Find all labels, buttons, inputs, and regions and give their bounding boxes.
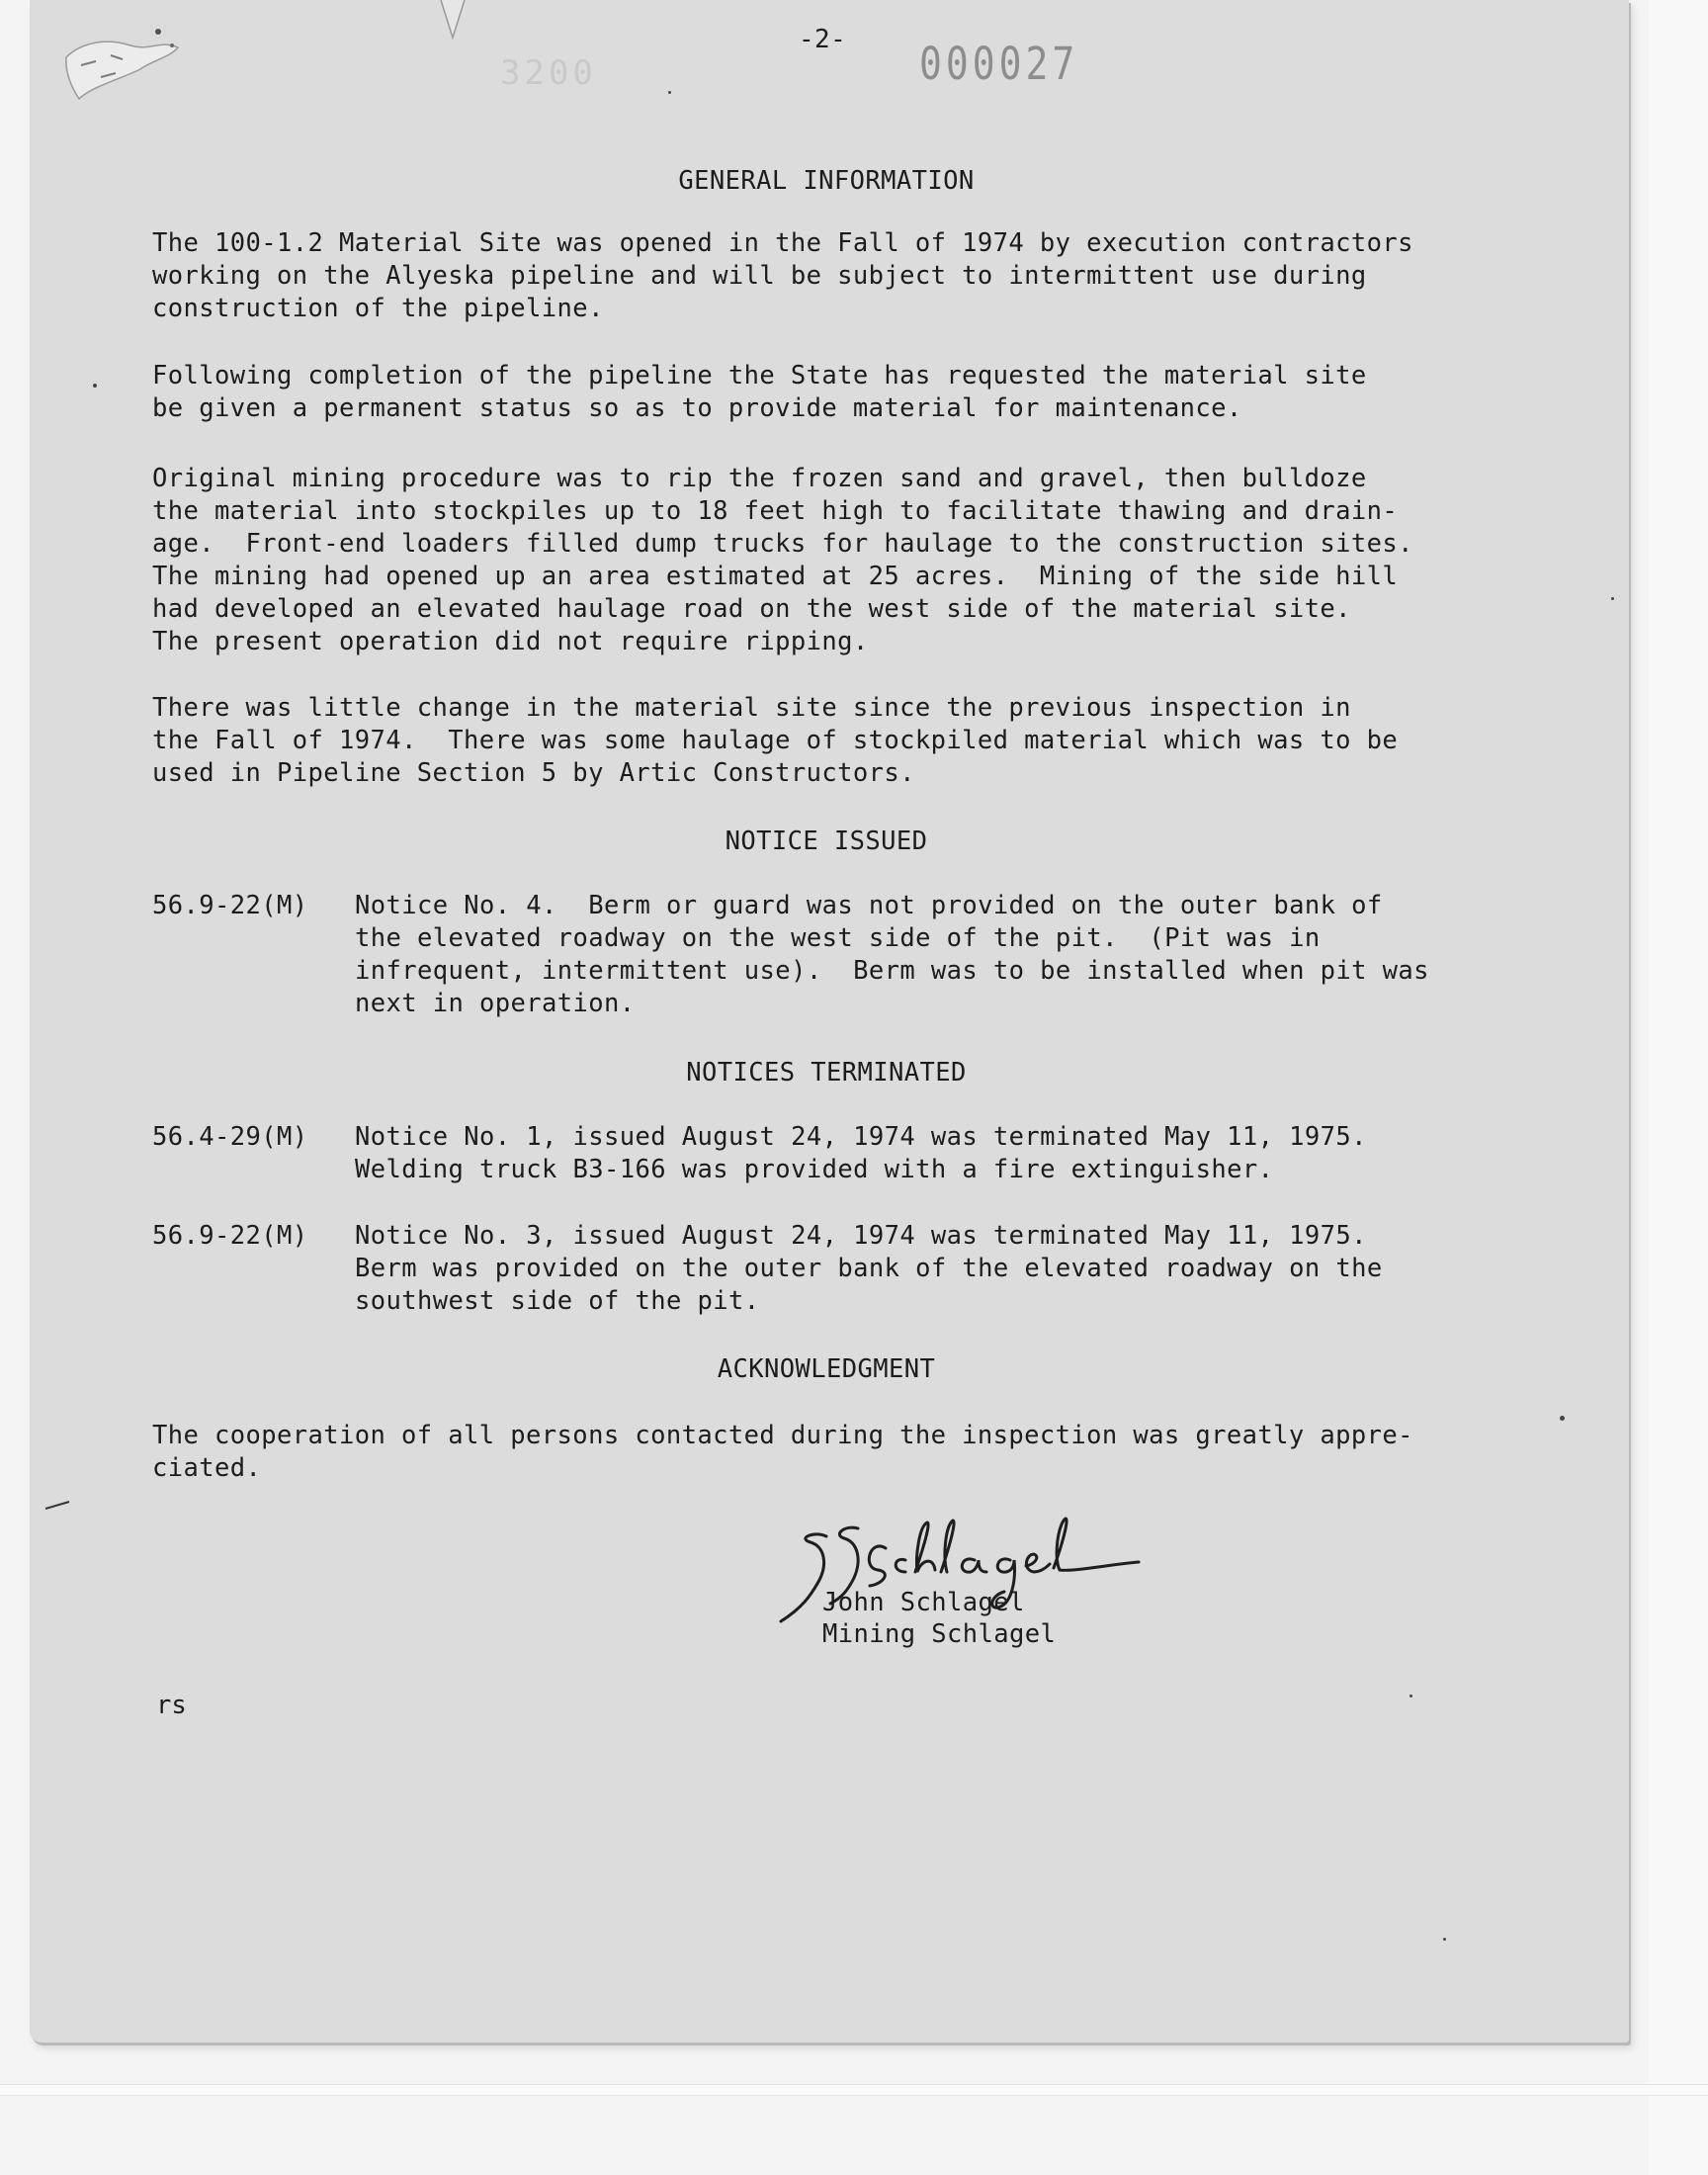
- notice-text: Notice No. 4. Berm or guard was not provided on the outer bank of the elevated roadway on the west side of the pit. (Pit was in infrequent, intermittent use). Berm was to be installed when pit was next in operation.: [355, 891, 1429, 1018]
- scanner-margin: [1649, 0, 1708, 2175]
- notice-text: Notice No. 1, issued August 24, 1974 was terminated May 11, 1975. Welding truck B3-166 was provided with a fire extinguisher.: [355, 1122, 1367, 1184]
- scan-speck: [93, 384, 97, 388]
- notice-text: Notice No. 3, issued August 24, 1974 was terminated May 11, 1975. Berm was provided on the outer bank of the elevated roadway on the southwest side of the pit.: [355, 1221, 1383, 1316]
- corner-tear-mark: [61, 18, 190, 107]
- typist-initials: rs: [156, 1691, 187, 1720]
- scan-speck: [1443, 1938, 1446, 1941]
- staple-tear-mark: [435, 0, 474, 59]
- signer-name: John Schlagel: [822, 1588, 1025, 1617]
- scan-speck: [1560, 1416, 1565, 1421]
- notices-terminated-heading: NOTICES TERMINATED: [686, 1058, 967, 1088]
- page-number: -2-: [799, 25, 847, 54]
- document-stamp-number: 000027: [919, 38, 1079, 90]
- general-paragraph-1: The 100-1.2 Material Site was opened in the Fall of 1974 by execution contractors working on the Alyeska pipeline and will be subject to intermittent use during construction of the pipeline.: [152, 228, 1413, 323]
- general-information-heading: GENERAL INFORMATION: [678, 166, 975, 196]
- general-paragraph-3: Original mining procedure was to rip the frozen sand and gravel, then bulldoze the material into stockpiles up to 18 feet high to facilitate thawing and drain- age. Front-end loaders filled dump trucks for haulage to the construction sites. The mining had opened up an area estimated at 25 acres. Mining of the side hill had developed an elevated haulage road on the west side of the material site. The present operation did not require ripping.: [152, 464, 1413, 656]
- notice-issued-heading: NOTICE ISSUED: [725, 826, 928, 856]
- notice-code: 56.9-22(M): [152, 891, 308, 920]
- bleed-through-mark: 3200: [500, 53, 597, 93]
- notice-code: 56.9-22(M): [152, 1221, 308, 1251]
- acknowledgment-paragraph: The cooperation of all persons contacted during the inspection was greatly appre- ciated.: [152, 1421, 1413, 1483]
- general-paragraph-2: Following completion of the pipeline the State has requested the material site be given a permanent status so as to provide material for maintenance.: [152, 361, 1367, 423]
- scan-speck: [668, 91, 671, 94]
- scan-speck: [1611, 597, 1614, 600]
- signer-title: Mining Schlagel: [822, 1619, 1057, 1649]
- scan-mark: [43, 1499, 73, 1511]
- scan-speck: [1409, 1695, 1412, 1697]
- acknowledgment-heading: ACKNOWLEDGMENT: [717, 1354, 936, 1384]
- notice-code: 56.4-29(M): [152, 1122, 308, 1152]
- scanner-edge: [0, 2084, 1708, 2096]
- general-paragraph-4: There was little change in the material site since the previous inspection in the Fall of 1974. There was some haulage of stockpiled material which was to be used in Pipeline Section 5 by Artic Constructors.: [152, 693, 1399, 788]
